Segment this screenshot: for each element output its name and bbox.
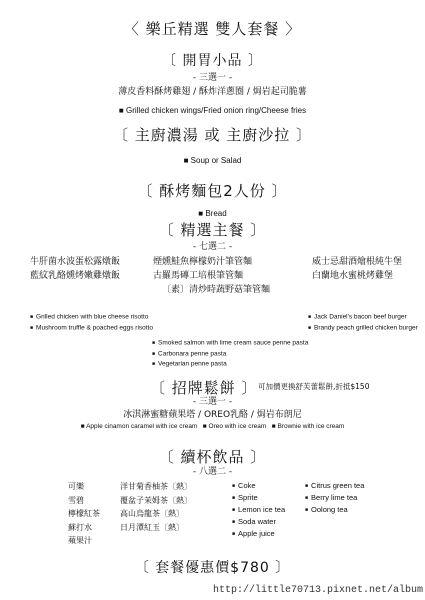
drink-item: ■ Sprite xyxy=(232,492,285,504)
appetizer-choose: - 三選一 - xyxy=(192,73,233,83)
waffle-en-3: Brownie with ice cream xyxy=(277,423,345,430)
drinks-choose: - 八選二 - xyxy=(192,467,233,477)
main-en-center-3: ■ Vegetarian penne pasta xyxy=(152,359,308,370)
bullet: ■ xyxy=(271,423,278,430)
main-heading: 〔 精選主餐 〕 xyxy=(158,221,267,239)
drink-item: 可樂 xyxy=(68,482,84,491)
set-price: 〔 套餐優惠價$780 〕 xyxy=(134,560,291,576)
bread-en-row xyxy=(0,201,425,220)
drinks-col2 xyxy=(120,480,192,534)
main-cn-left-2: 藍紋乳酪燻烤嫩雞燉飯 xyxy=(30,271,121,281)
drinks-col4 xyxy=(305,480,364,516)
drink-item: ■ Soda water xyxy=(232,516,285,528)
soup-en-row xyxy=(0,148,425,167)
appetizer-en-row xyxy=(0,98,425,117)
bullet: ■ xyxy=(183,156,191,165)
main-en-left-1: ■ Grilled chicken with blue cheese risotto xyxy=(30,312,153,323)
main-en-left xyxy=(30,312,153,333)
main-choose: - 七選二 - xyxy=(192,242,233,252)
drinks-heading: 〔 續杯飲品 〕 xyxy=(158,448,267,466)
appetizer-heading: 〔 開胃小品 〕 xyxy=(162,53,263,69)
drink-item: ■ Berry lime tea xyxy=(305,492,364,504)
waffle-choose: - 三選一 - xyxy=(192,397,233,407)
main-cn-center-1: 煙燻鮭魚檸檬奶汁筆管麵 xyxy=(153,257,253,267)
drink-item: 雪碧 xyxy=(68,495,84,505)
watermark-url: http://little70713.pixnet.net/album xyxy=(212,585,423,596)
main-cn-center-3: 〔素〕清炒時蔬野菇筆管麵 xyxy=(162,285,271,295)
waffle-en-1: Apple cinamon caramel with ice cream xyxy=(86,423,198,430)
main-en-right-1: ■ Jack Daniel's bacon beef burger xyxy=(308,312,418,323)
drink-item: ■ Coke xyxy=(232,480,285,492)
bread-en: Bread xyxy=(205,209,227,218)
drink-item: ■ Oolong tea xyxy=(305,504,364,516)
drink-item: 檸檬紅茶 xyxy=(68,509,100,518)
waffle-cn: 冰淇淋蜜糖蘋果塔 / OREO乳酪 / 焗岩布朗尼 xyxy=(123,410,302,420)
bullet: ■ xyxy=(118,106,126,115)
main-cn-right-2: 白蘭地水蜜桃烤雞堡 xyxy=(312,271,394,281)
drink-item: 洋甘菊香柚茶〔熱〕 xyxy=(120,482,192,491)
waffle-en-row xyxy=(0,423,425,430)
drink-item: 日月潭紅玉〔熱〕 xyxy=(120,522,184,532)
main-en-left-2: ■ Mushroom truffle & poached eggs risotto xyxy=(30,323,153,334)
appetizer-en: Grilled chicken wings/Fried onion ring/Cheese fries xyxy=(125,106,307,115)
drink-item: ■ Apple juice xyxy=(232,528,285,540)
main-en-right xyxy=(308,312,418,333)
main-en-center xyxy=(152,338,308,370)
drinks-col3 xyxy=(232,480,285,540)
waffle-heading: 〔 招牌鬆餅 〕 xyxy=(150,379,258,397)
main-en-center-2: ■ Carbonara penne pasta xyxy=(152,349,308,360)
bullet: ■ xyxy=(80,423,87,430)
bullet: ■ xyxy=(198,209,206,218)
drinks-col1 xyxy=(68,480,100,548)
main-cn-center-2: 古羅馬磚工培根筆管麵 xyxy=(153,271,244,281)
drink-item: 覆盆子茉姆茶〔熱〕 xyxy=(120,495,192,505)
waffle-en-2: Oreo with ice cream xyxy=(208,423,267,430)
drink-item: 高山烏龍茶〔熱〕 xyxy=(120,509,184,518)
bread-heading: 〔 酥烤麵包2人份 〕 xyxy=(137,182,288,200)
main-cn-right-1: 威士忌甜酒燴根純牛堡 xyxy=(312,257,403,267)
drink-item: 蘇打水 xyxy=(68,522,92,532)
soup-en: Soup or Salad xyxy=(190,156,242,165)
main-en-center-1: ■ Smoked salmon with lime cream sauce penne pasta xyxy=(152,338,308,349)
appetizer-cn: 薄皮香料酥烤雞翅 / 酥炸洋蔥圈 / 焗岩起司脆薯 xyxy=(118,87,307,97)
menu-title: 〈 樂丘精選 雙人套餐 〉 xyxy=(123,20,302,38)
main-en-right-2: ■ Brandy peach grilled chicken burger xyxy=(308,323,418,334)
soup-heading: 〔 主廚濃湯 或 主廚沙拉 〕 xyxy=(112,126,313,144)
waffle-note: 可加價更換舒芙蕾鬆餅,折抵$150 xyxy=(258,382,370,391)
drink-item: 蘋果汁 xyxy=(68,536,92,545)
bullet: ■ xyxy=(202,423,209,430)
main-cn-left-1: 牛肝菌水波蛋松露燉飯 xyxy=(30,257,121,267)
drink-item: ■ Lemon ice tea xyxy=(232,504,285,516)
drink-item: ■ Citrus green tea xyxy=(305,480,364,492)
